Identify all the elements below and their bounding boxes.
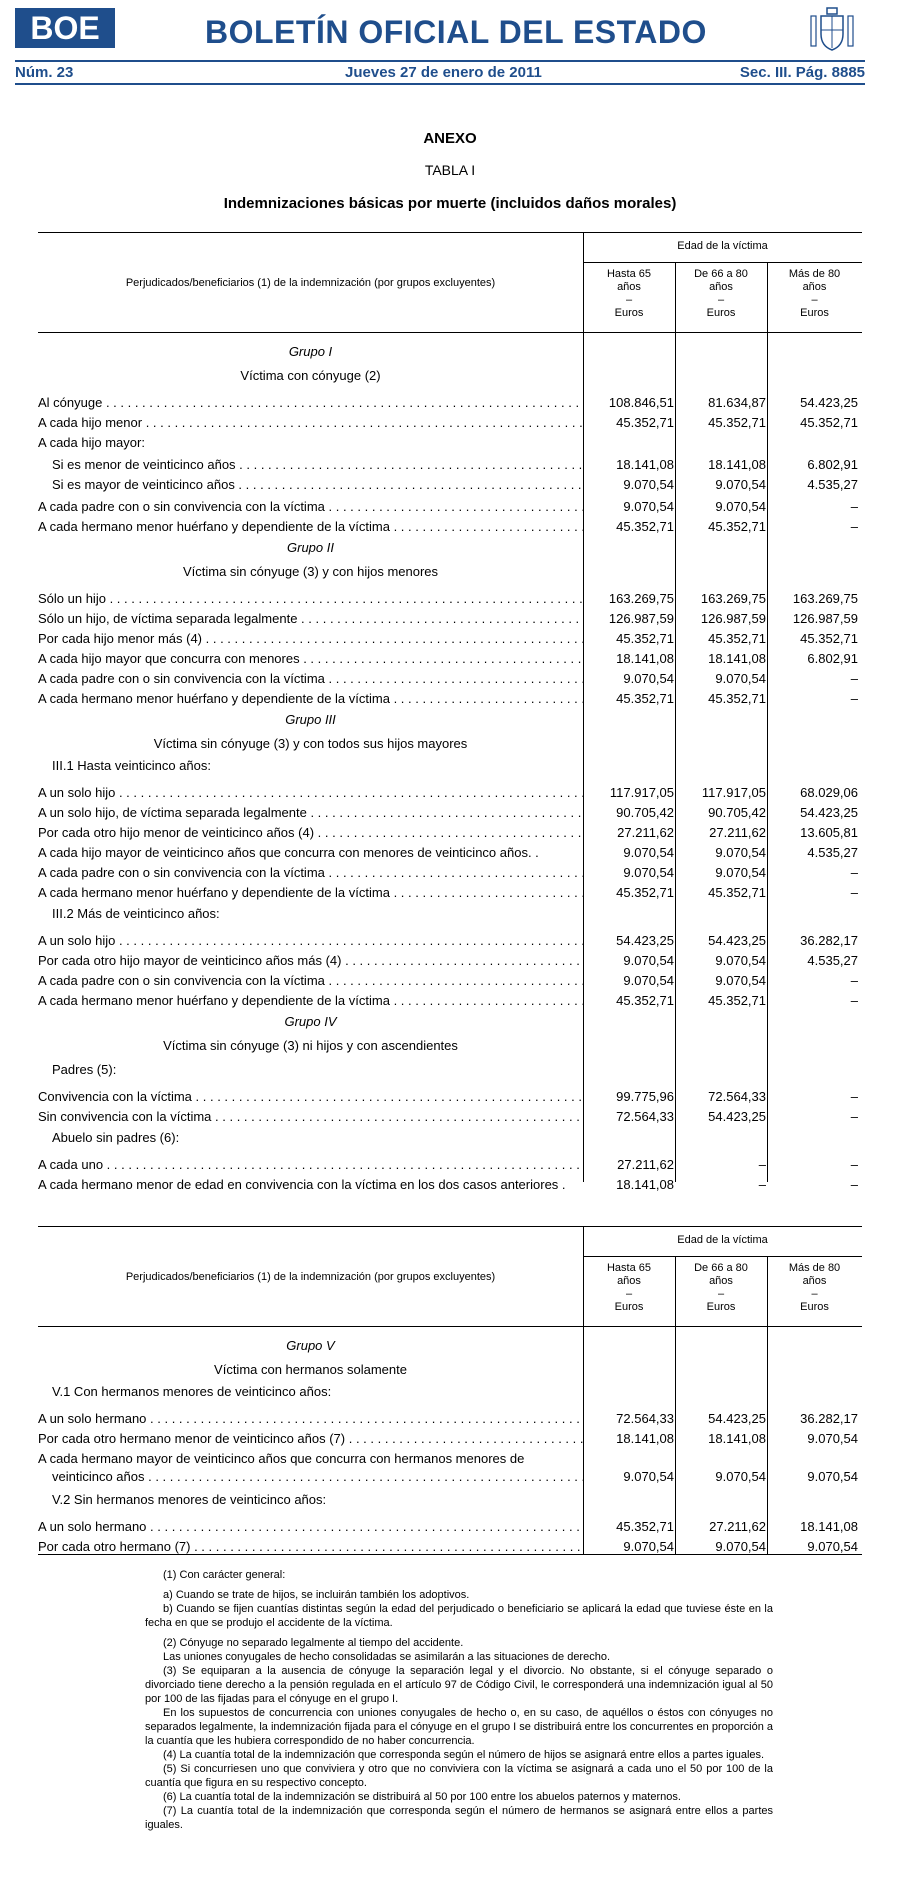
row-value: 9.070,54 <box>807 1469 858 1484</box>
col-header-line: De 66 a 80 <box>694 268 748 280</box>
row-value: 18.141,08 <box>708 1431 766 1446</box>
row-label: A cada hermano menor huérfano y dependiente de la víctima . . . <box>38 690 583 708</box>
logo-text: BOE <box>30 10 100 46</box>
subgroup-title: III.1 Hasta veinticinco años: <box>52 758 211 773</box>
table-row <box>38 1088 862 1106</box>
footnote: (2) Cónyuge no separado legalmente al tiempo del accidente. <box>163 1637 464 1649</box>
table-row <box>38 690 862 708</box>
table-top-rule <box>38 232 862 233</box>
row-value: 45.352,71 <box>616 1519 674 1534</box>
row-value: 45.352,71 <box>708 993 766 1008</box>
row-value: 45.352,71 <box>708 415 766 430</box>
row-value: 108.846,51 <box>608 395 674 410</box>
table-row <box>38 1410 862 1428</box>
row-value: 54.423,25 <box>616 933 674 948</box>
subgroup-title: V.1 Con hermanos menores de veinticinco años: <box>52 1384 332 1399</box>
row-value: 9.070,54 <box>715 845 766 860</box>
row-value: – <box>850 499 858 514</box>
edad-rule <box>583 1256 862 1257</box>
subgroup-title: III.2 Más de veinticinco años: <box>52 906 220 921</box>
row-value: 45.352,71 <box>708 885 766 900</box>
col-mas80 <box>767 268 862 320</box>
col-hasta65 <box>583 1262 675 1314</box>
row-value: 27.211,62 <box>617 1157 674 1172</box>
row-label: A cada padre con o sin convivencia con la víctima . . . <box>38 670 583 688</box>
row-value: 9.070,54 <box>623 1539 674 1554</box>
row-value: 90.705,42 <box>708 805 766 820</box>
table-row <box>38 804 862 822</box>
row-value: 13.605,81 <box>800 825 858 840</box>
row-label: Si es menor de veinticinco años . . . <box>52 456 583 474</box>
row-value: 45.352,71 <box>708 631 766 646</box>
table-title: Indemnizaciones básicas por muerte (incluidos daños morales) <box>223 195 677 212</box>
row-value: 163.269,75 <box>700 591 766 606</box>
table-row <box>38 864 862 882</box>
row-value: 18.141,08 <box>708 651 766 666</box>
row-value: 126.987,59 <box>700 611 766 626</box>
row-value: 9.070,54 <box>715 865 766 880</box>
table-row <box>38 844 862 862</box>
row-value: 45.352,71 <box>616 519 674 534</box>
row-value: 9.070,54 <box>715 1469 766 1484</box>
row-value: – <box>758 1157 766 1172</box>
col-header-line: años <box>617 1275 641 1287</box>
table-row <box>38 1468 862 1486</box>
row-value: 9.070,54 <box>715 671 766 686</box>
group-title: Grupo II <box>287 540 334 555</box>
row-value: 72.564,33 <box>708 1089 766 1104</box>
row-value: 18.141,08 <box>708 457 766 472</box>
issue-number: Núm. 23 <box>15 64 74 81</box>
row-label: A un solo hijo, de víctima separada legalmente . . . <box>38 804 583 822</box>
row-value: 54.423,25 <box>708 1411 766 1426</box>
col-header-line: Euros <box>614 307 644 319</box>
row-value: 81.634,87 <box>708 395 766 410</box>
subgroup-title: Abuelo sin padres (6): <box>52 1130 180 1145</box>
row-label: A cada hijo menor . . . <box>38 414 583 432</box>
footnote: En los supuestos de concurrencia con uniones conyugales de hecho o, en su caso, de aquéllos o éstos con cónyuges no separados legalmente, la indemnización fijada para el cónyuge en el grupo I se distribuirá entre los concurrentes en proporción a la cuantía que les hubiera correspondido de no haber concurrencia. <box>145 1707 773 1747</box>
header-rule-top <box>15 60 865 62</box>
row-value: 72.564,33 <box>616 1411 674 1426</box>
row-value: 9.070,54 <box>715 477 766 492</box>
table-row <box>38 1430 862 1448</box>
table-row <box>38 498 862 516</box>
edad-header: Edad de la víctima <box>677 240 768 252</box>
col-header-line: – <box>625 1288 633 1300</box>
footnote: (1) Con carácter general: <box>163 1569 286 1581</box>
table-row <box>38 456 862 474</box>
col-header-line: Euros <box>706 1301 736 1313</box>
row-value: 45.352,71 <box>616 691 674 706</box>
row-value: 117.917,05 <box>609 785 674 800</box>
table-row <box>38 434 862 452</box>
perjudicados-header: Perjudicados/beneficiarios (1) de la indemnización (por grupos excluyentes) <box>125 277 496 289</box>
row-value: 45.352,71 <box>800 631 858 646</box>
table-row <box>38 1156 862 1174</box>
table-row <box>38 650 862 668</box>
table-row <box>38 952 862 970</box>
row-label: Por cada hijo menor más (4) . . . <box>38 630 583 648</box>
row-label: A un solo hijo . . . <box>38 932 583 950</box>
row-label: A cada hermano mayor de veinticinco años que concurra con hermanos menores de <box>38 1451 525 1466</box>
row-value: 9.070,54 <box>807 1539 858 1554</box>
col-header-line: Más de 80 <box>788 1262 841 1274</box>
footnote: (3) Se equiparan a la ausencia de cónyuge la separación legal y el divorcio. No obstante, si el cónyuge separado o divorciado tiene derecho a la pensión regulada en el artículo 97 de Código Civil, le corresponderá una indemnización igual al 50 por 100 de las fijadas para el cónyuge en el grupo I. <box>145 1665 773 1705</box>
col-header-line: años <box>802 1275 827 1287</box>
footnote: (4) La cuantía total de la indemnización que corresponda según el número de hijos se asignará entre ellos a partes iguales. <box>163 1749 765 1761</box>
group-subtitle: Víctima sin cónyuge (3) ni hijos y con ascendientes <box>163 1038 458 1053</box>
row-value: 9.070,54 <box>715 499 766 514</box>
table-row <box>38 518 862 536</box>
row-value: 27.211,62 <box>709 1519 766 1534</box>
group-subtitle: Víctima con hermanos solamente <box>214 1362 407 1377</box>
col-header-line: años <box>709 281 733 293</box>
table-row <box>38 972 862 990</box>
row-value: 9.070,54 <box>623 865 674 880</box>
col-header-line: años <box>617 281 641 293</box>
row-label: Al cónyuge . . . <box>38 394 583 412</box>
row-value: 90.705,42 <box>616 805 674 820</box>
table-label: TABLA I <box>424 162 476 178</box>
table-row <box>38 784 862 802</box>
row-value: 4.535,27 <box>807 845 858 860</box>
row-label: Por cada otro hermano (7) . . . <box>38 1538 583 1556</box>
footnotes <box>145 1568 773 1832</box>
col-header-line: Euros <box>800 1301 829 1313</box>
table-row <box>38 1176 862 1194</box>
row-value: 6.802,91 <box>807 457 858 472</box>
row-value: 18.141,08 <box>616 1431 674 1446</box>
col-header-line: Euros <box>800 307 829 319</box>
row-label: veinticinco años . . . <box>52 1468 583 1486</box>
table-top-rule <box>38 1226 862 1227</box>
row-value: – <box>850 1157 858 1172</box>
header-rule-bottom <box>15 83 865 85</box>
row-value: – <box>850 691 858 706</box>
row-value: 68.029,06 <box>800 785 858 800</box>
row-value: 99.775,96 <box>616 1089 674 1104</box>
col-header-line: años <box>709 1275 733 1287</box>
row-value: 54.423,25 <box>800 395 858 410</box>
row-value: 117.917,05 <box>701 785 766 800</box>
row-value: 9.070,54 <box>623 953 674 968</box>
row-value: 36.282,17 <box>800 1411 858 1426</box>
col-header-line: Euros <box>706 307 736 319</box>
col-header-line: Más de 80 <box>788 268 841 280</box>
col-header-line: – <box>717 1288 725 1300</box>
row-label: Sin convivencia con la víctima . . . <box>38 1108 583 1126</box>
row-value: – <box>850 993 858 1008</box>
col-header-line: – <box>811 294 818 306</box>
row-label: Por cada otro hijo mayor de veinticinco años más (4) . . . <box>38 952 583 970</box>
row-value: 9.070,54 <box>715 953 766 968</box>
col-66a80 <box>675 1262 767 1314</box>
boe-header <box>15 6 865 58</box>
row-value: 126.987,59 <box>608 611 674 626</box>
row-label: A cada hermano menor huérfano y dependiente de la víctima . . . <box>38 884 583 902</box>
row-value: 54.423,25 <box>708 1109 766 1124</box>
row-label: A cada padre con o sin convivencia con la víctima . . . <box>38 498 583 516</box>
perjudicados-header: Perjudicados/beneficiarios (1) de la indemnización (por grupos excluyentes) <box>125 1271 496 1283</box>
group-subtitle: Víctima sin cónyuge (3) y con todos sus hijos mayores <box>153 736 468 751</box>
col-header-line: De 66 a 80 <box>694 1262 748 1274</box>
footnote: (5) Si concurriesen uno que conviviera y otro que no conviviera con la víctima se asignará a cada uno el 50 por 100 de la cuantía que figura en su respectivo concepto. <box>145 1763 773 1789</box>
col-header-line: Hasta 65 <box>606 1262 652 1274</box>
col-mas80 <box>767 1262 862 1314</box>
group-title: Grupo I <box>288 344 333 359</box>
group-title: Grupo III <box>285 712 336 727</box>
table-row <box>38 630 862 648</box>
row-value: – <box>850 885 858 900</box>
row-value: 9.070,54 <box>715 973 766 988</box>
row-label: A cada hermano menor de edad en convivencia con la víctima en los dos casos anteriores . <box>38 1177 566 1192</box>
row-value: 18.141,08 <box>616 457 674 472</box>
footnote: a) Cuando se trate de hijos, se incluirán también los adoptivos. <box>163 1589 470 1601</box>
row-value: 72.564,33 <box>616 1109 674 1124</box>
row-value: 45.352,71 <box>708 519 766 534</box>
table-row <box>38 476 862 494</box>
table-row <box>38 992 862 1010</box>
row-value: 45.352,71 <box>708 691 766 706</box>
col-header-line: – <box>811 1288 818 1300</box>
header-bottom-rule <box>38 1326 862 1327</box>
row-label: A cada hermano menor huérfano y dependiente de la víctima . . . <box>38 992 583 1010</box>
row-value: – <box>850 671 858 686</box>
table-row <box>38 884 862 902</box>
row-label: A un solo hijo . . . <box>38 784 583 802</box>
row-value: 45.352,71 <box>616 631 674 646</box>
row-value: 9.070,54 <box>623 1469 674 1484</box>
row-value: 45.352,71 <box>616 885 674 900</box>
row-value: 45.352,71 <box>616 415 674 430</box>
row-value: 54.423,25 <box>708 933 766 948</box>
row-value: – <box>850 519 858 534</box>
row-value: 54.423,25 <box>800 805 858 820</box>
subgroup-title: V.2 Sin hermanos menores de veinticinco años: <box>52 1492 327 1507</box>
row-value: 6.802,91 <box>807 651 858 666</box>
row-value: 45.352,71 <box>800 415 858 430</box>
group-title: Grupo V <box>286 1338 335 1353</box>
col-header-line: Hasta 65 <box>606 268 652 280</box>
row-label: Sólo un hijo . . . <box>38 590 583 608</box>
table-row <box>38 670 862 688</box>
row-value: 27.211,62 <box>617 825 674 840</box>
group-subtitle: Víctima con cónyuge (2) <box>240 368 381 383</box>
footnote: (7) La cuantía total de la indemnización que corresponda según el número de hermanos se asignará entre ellos a partes iguales. <box>145 1805 773 1831</box>
section-page: Sec. III. Pág. 8885 <box>739 64 865 81</box>
row-label: A cada hijo mayor: <box>38 435 145 450</box>
row-label: A cada hijo mayor de veinticinco años que concurra con menores de veinticinco años. . <box>38 845 539 860</box>
row-value: 18.141,08 <box>616 651 674 666</box>
row-value: 163.269,75 <box>792 591 858 606</box>
edad-rule <box>583 262 862 263</box>
row-value: 163.269,75 <box>608 591 674 606</box>
row-label: A cada padre con o sin convivencia con la víctima . . . <box>38 864 583 882</box>
table-row <box>38 1450 862 1468</box>
col-66a80 <box>675 268 767 320</box>
header-bottom-rule <box>38 332 862 333</box>
row-value: 36.282,17 <box>800 933 858 948</box>
table-row <box>38 1538 862 1556</box>
row-value: – <box>850 1177 858 1192</box>
anexo-heading: ANEXO <box>423 130 477 147</box>
row-label: Por cada otro hermano menor de veinticinco años (7) . . . <box>38 1430 583 1448</box>
table-row <box>38 1518 862 1536</box>
row-value: – <box>850 1089 858 1104</box>
col-header-line: – <box>717 294 725 306</box>
table-row <box>38 414 862 432</box>
row-value: – <box>758 1177 766 1192</box>
row-value: 18.141,08 <box>616 1177 674 1192</box>
group-subtitle: Víctima sin cónyuge (3) y con hijos menores <box>182 564 439 579</box>
row-value: 9.070,54 <box>623 671 674 686</box>
boe-logo-icon <box>15 8 115 48</box>
row-value: 9.070,54 <box>715 1539 766 1554</box>
issue-date: Jueves 27 de enero de 2011 <box>345 64 542 81</box>
indemnity-table-2 <box>38 1226 862 1556</box>
row-label: A cada padre con o sin convivencia con la víctima . . . <box>38 972 583 990</box>
row-label: A un solo hermano . . . <box>38 1410 583 1428</box>
col-hasta65 <box>583 268 675 320</box>
footnote: (6) La cuantía total de la indemnización se distribuirá al 50 por 100 entre los abuelos paternos y maternos. <box>163 1791 681 1803</box>
row-label: A cada hijo mayor que concurra con menores . . . <box>38 650 583 668</box>
row-value: 9.070,54 <box>623 499 674 514</box>
table-row <box>38 824 862 842</box>
table-row <box>38 590 862 608</box>
row-value: 18.141,08 <box>800 1519 858 1534</box>
col-header-line: años <box>802 281 827 293</box>
row-label: Sólo un hijo, de víctima separada legalmente . . . <box>38 610 583 628</box>
footnote: b) Cuando se fijen cuantías distintas según la edad del perjudicado o beneficiario se aplicará la edad que tuviese éste en la fecha en que se produjo el accidente de la víctima. <box>145 1603 773 1629</box>
indemnity-table-1 <box>38 232 862 1192</box>
col-header-line: Euros <box>614 1301 644 1313</box>
row-value: 4.535,27 <box>807 477 858 492</box>
row-value: 9.070,54 <box>807 1431 858 1446</box>
col-header-line: – <box>625 294 633 306</box>
page-title: BOLETÍN OFICIAL DEL ESTADO <box>205 14 707 50</box>
footnote: Las uniones conyugales de hecho consolidadas se asimilarán a las situaciones de derecho. <box>163 1651 611 1663</box>
row-label: Convivencia con la víctima . . . <box>38 1088 583 1106</box>
row-label: Por cada otro hijo menor de veinticinco años (4) . . . <box>38 824 583 842</box>
row-value: 4.535,27 <box>807 953 858 968</box>
table-row <box>38 932 862 950</box>
row-value: – <box>850 1109 858 1124</box>
edad-header: Edad de la víctima <box>677 1234 768 1246</box>
row-label: Si es mayor de veinticinco años . . . <box>52 476 583 494</box>
row-value: – <box>850 865 858 880</box>
row-label: A cada hermano menor huérfano y dependiente de la víctima . . . <box>38 518 583 536</box>
row-value: 126.987,59 <box>792 611 858 626</box>
table-row <box>38 1108 862 1126</box>
row-label: A un solo hermano . . . <box>38 1518 583 1536</box>
table-row <box>38 610 862 628</box>
subgroup-title: Padres (5): <box>52 1062 117 1077</box>
row-label: A cada uno . . . <box>38 1156 583 1174</box>
table-row <box>38 394 862 412</box>
row-value: 27.211,62 <box>709 825 766 840</box>
group-title: Grupo IV <box>284 1014 337 1029</box>
row-value: 9.070,54 <box>623 477 674 492</box>
row-value: 45.352,71 <box>616 993 674 1008</box>
coat-of-arms-icon <box>807 6 857 54</box>
row-value: 9.070,54 <box>623 845 674 860</box>
row-value: 9.070,54 <box>623 973 674 988</box>
row-value: – <box>850 973 858 988</box>
